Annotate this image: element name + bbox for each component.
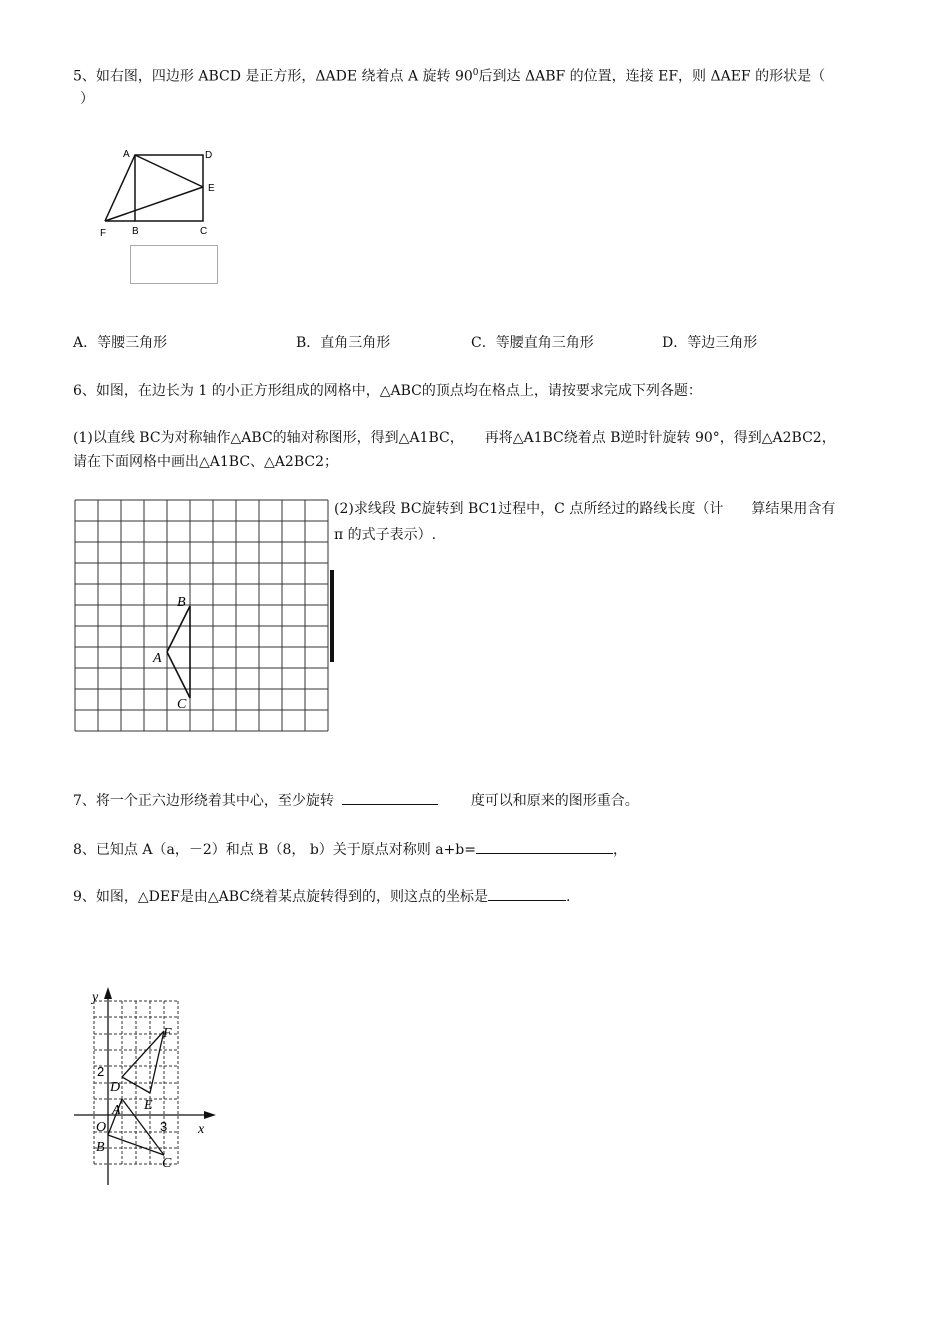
- q9-tick-x-label: 3: [160, 1119, 168, 1134]
- q5-degree-sup: 0: [472, 68, 479, 78]
- q6-part1-line1: (1)以直线 BC为对称轴作△ABC的轴对称图形，得到△A1BC， 再将△A1BC绕着点 B逆时针旋转 90°，得到△A2BC2，: [73, 430, 836, 446]
- q8-answer-blank[interactable]: [476, 839, 613, 854]
- q9-label-d: D: [110, 1080, 121, 1095]
- q5-empty-box: [130, 245, 218, 284]
- q9-label-f: F: [163, 1026, 172, 1041]
- q6-part2-line1: (2)求线段 BC旋转到 BC1过程中，C 点所经过的路线长度（计 算结果用含有: [334, 501, 836, 517]
- q5-stem-text: 5、如右图，四边形 ABCD 是正方形，ΔADE 绕着点 A 旋转 90: [73, 68, 473, 85]
- q5-option-b: B．直角三角形: [296, 335, 391, 351]
- q6-part2-line2: π 的式子表示）.: [334, 527, 437, 543]
- q7-text-before: 7、将一个正六边形绕着其中心，至少旋转: [73, 793, 334, 809]
- q9-line: [73, 886, 570, 908]
- q5-stem-line2: ）: [80, 91, 94, 107]
- q6-grid-figure: [73, 498, 338, 733]
- q7-answer-blank[interactable]: [342, 790, 438, 805]
- q8-line: [73, 839, 627, 861]
- q9-tick-y-label: 2: [97, 1064, 105, 1079]
- q5-label-c: C: [200, 226, 208, 237]
- q7-text-after: 度可以和原来的图形重合。: [470, 793, 639, 809]
- q6-part1-line2: 请在下面网格中画出△A1BC、△A2BC2；: [73, 454, 338, 470]
- q5-stem-line1: [73, 62, 825, 88]
- q9-axis-x-label: x: [198, 1122, 205, 1137]
- q9-label-b: B: [96, 1140, 105, 1155]
- q8-text: 8、已知点 A（a，－2）和点 B（8， b）关于原点对称则 a+b=: [73, 842, 476, 858]
- q9-coordinate-figure: [70, 985, 230, 1195]
- q5-label-d: D: [205, 150, 213, 161]
- q5-stem-text-end: 后到达 ΔABF 的位置，连接 EF，则 ΔAEF 的形状是（: [478, 68, 826, 85]
- q5-option-a: A．等腰三角形: [73, 335, 168, 351]
- q5-square-figure: [95, 145, 225, 240]
- q5-option-c: C．等腰直角三角形: [471, 335, 594, 351]
- q6-label-a: A: [153, 651, 162, 666]
- q9-origin-label: O: [96, 1120, 107, 1135]
- q5-label-f: F: [100, 228, 107, 239]
- q5-label-a: A: [123, 149, 130, 160]
- q8-text-after: ，: [613, 842, 627, 858]
- q7-line: [73, 790, 639, 812]
- q9-answer-blank[interactable]: [488, 886, 566, 901]
- q6-label-b: B: [177, 595, 186, 610]
- q5-option-d: D．等边三角形: [662, 335, 758, 351]
- q5-label-e: E: [208, 183, 215, 194]
- q9-axis-y-label: y: [92, 990, 99, 1005]
- q5-label-b: B: [132, 226, 139, 237]
- q9-label-c: C: [162, 1156, 172, 1171]
- q6-intro: 6、如图，在边长为 1 的小正方形组成的网格中，△ABC的顶点均在格点上，请按要求完成下列各题：: [73, 383, 702, 399]
- q9-text: 9、如图，△DEF是由△ABC绕着某点旋转得到的，则这点的坐标是: [73, 889, 488, 905]
- q9-label-e: E: [144, 1098, 153, 1113]
- q9-text-after: .: [565, 889, 571, 905]
- q9-label-a: A: [112, 1103, 121, 1118]
- q6-label-c: C: [177, 697, 187, 712]
